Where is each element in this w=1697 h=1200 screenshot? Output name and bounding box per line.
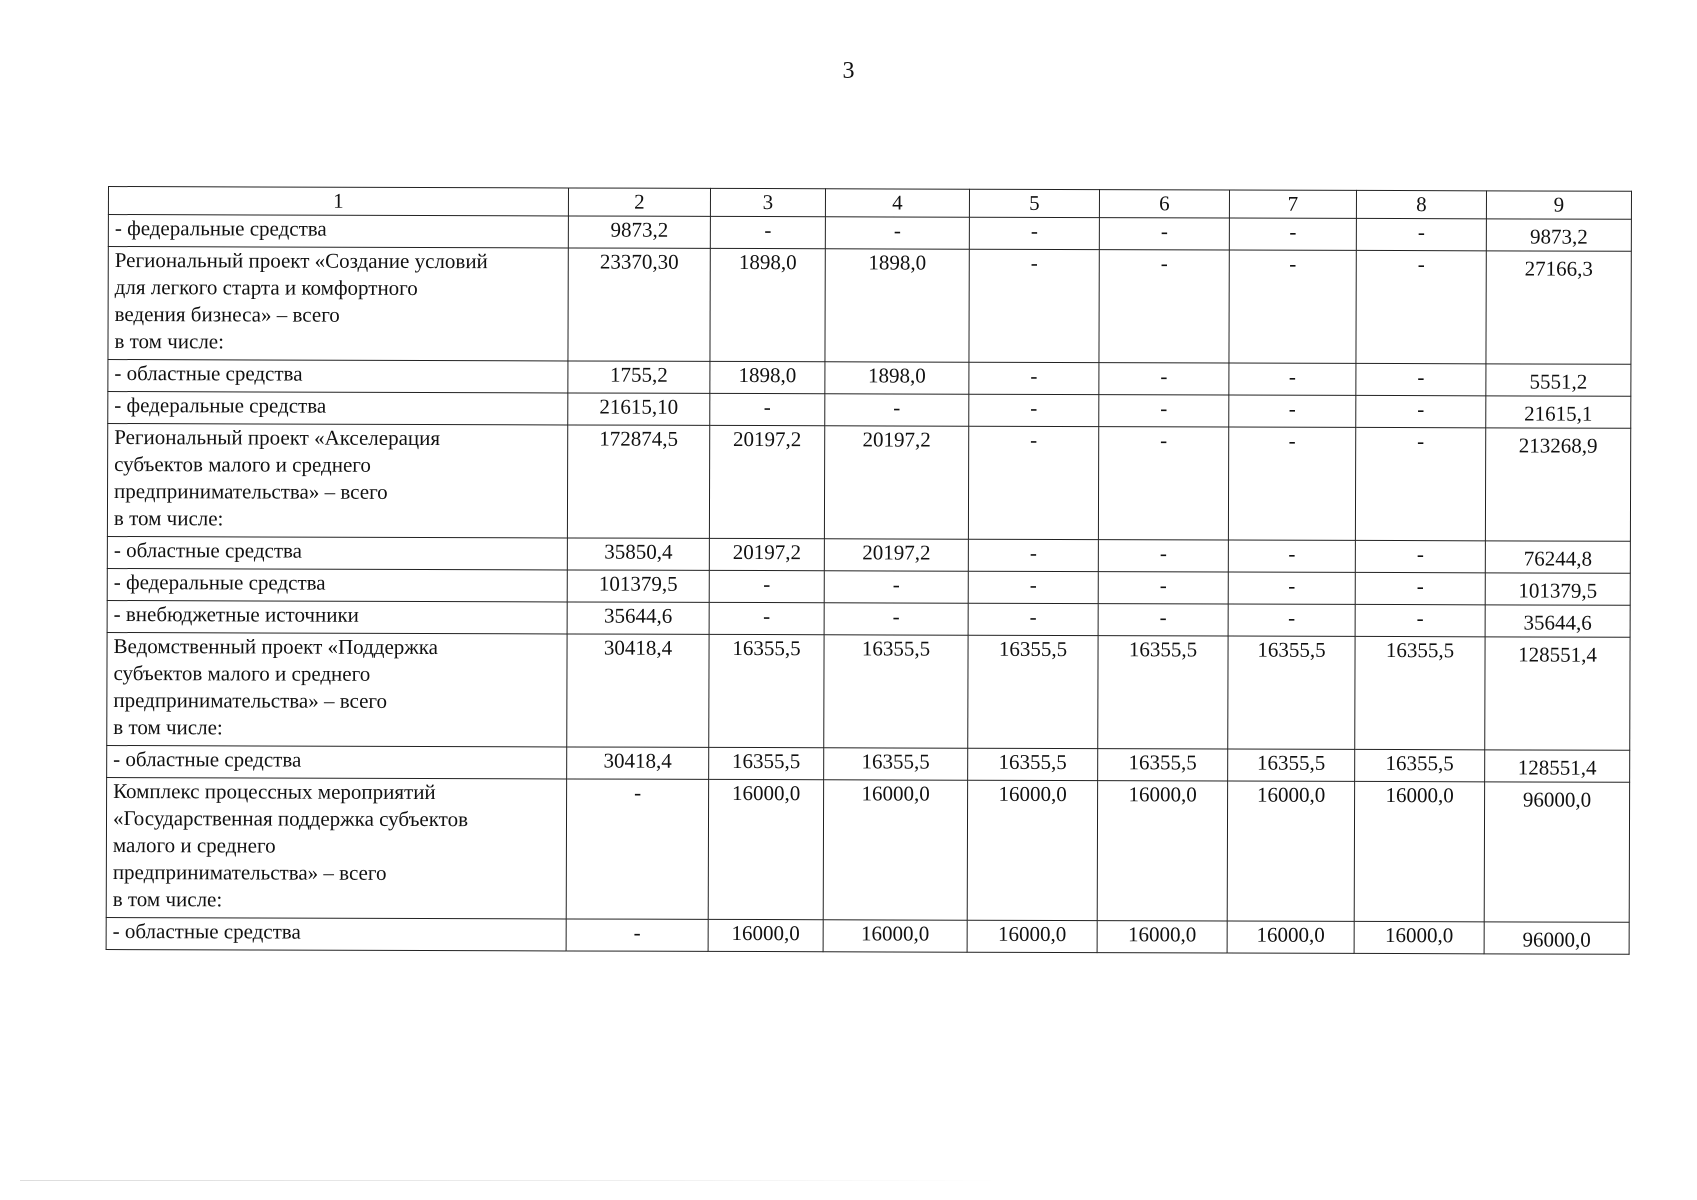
value-cell: - — [825, 217, 969, 249]
value-cell: - — [1228, 572, 1355, 604]
header-cell: 5 — [969, 189, 1099, 217]
value-cell: - — [969, 362, 1099, 394]
value-cell: - — [1098, 572, 1228, 604]
value-cell: 16000,0 — [1354, 921, 1484, 953]
value-cell: 35644,6 — [567, 602, 709, 634]
value-cell: - — [710, 216, 825, 248]
header-cell: 6 — [1099, 190, 1229, 218]
value-cell: - — [1098, 427, 1228, 540]
value-cell: 30418,4 — [567, 634, 709, 747]
value-cell: - — [969, 217, 1099, 249]
value-cell: - — [710, 393, 825, 425]
table-row — [107, 632, 1630, 750]
table-row — [108, 247, 1631, 365]
value-cell: - — [1355, 604, 1485, 636]
value-cell: - — [825, 394, 969, 426]
value-cell: - — [566, 779, 708, 919]
total-cell: 96000,0 — [1484, 922, 1629, 954]
table-row — [106, 777, 1629, 922]
total-cell: 128551,4 — [1485, 750, 1630, 782]
row-label-cell: - федеральные средства — [107, 568, 567, 601]
total-cell: 96000,0 — [1484, 782, 1629, 922]
table-row — [108, 360, 1631, 397]
total-cell: 21615,1 — [1486, 396, 1631, 428]
budget-table — [106, 186, 1632, 955]
header-cell: 9 — [1486, 191, 1631, 219]
total-cell: 9873,2 — [1486, 219, 1631, 251]
value-cell: 1898,0 — [825, 249, 969, 362]
value-cell: - — [709, 570, 824, 602]
value-cell: - — [1229, 250, 1356, 363]
value-cell: - — [1098, 540, 1228, 572]
header-cell: 3 — [710, 188, 825, 216]
value-cell: 16355,5 — [1355, 749, 1485, 781]
value-cell: - — [1356, 218, 1486, 250]
value-cell: - — [1356, 250, 1486, 363]
value-cell: 23370,30 — [568, 248, 710, 361]
value-cell: - — [1355, 540, 1485, 572]
value-cell: - — [1099, 395, 1229, 427]
value-cell: 1755,2 — [568, 361, 710, 393]
value-cell: 16000,0 — [1354, 781, 1484, 921]
table-row — [106, 917, 1629, 954]
value-cell: - — [968, 426, 1098, 539]
value-cell: 16000,0 — [708, 779, 823, 919]
header-cell: 2 — [568, 188, 710, 216]
value-cell: 20197,2 — [709, 425, 824, 538]
header-cell: 7 — [1229, 190, 1356, 218]
value-cell: 172874,5 — [567, 425, 709, 538]
table-row — [108, 215, 1631, 252]
table-row — [107, 424, 1630, 542]
row-label-cell: - областные средства — [108, 360, 568, 393]
value-cell: - — [1228, 604, 1355, 636]
total-cell: 128551,4 — [1485, 637, 1630, 750]
value-cell: 16355,5 — [824, 635, 968, 748]
row-label-cell: - федеральные средства — [108, 215, 568, 248]
value-cell: - — [969, 249, 1099, 362]
value-cell: - — [968, 571, 1098, 603]
value-cell: - — [1099, 218, 1229, 250]
value-cell: 16000,0 — [823, 920, 967, 952]
header-cell: 4 — [825, 189, 969, 217]
value-cell: - — [1098, 604, 1228, 636]
value-cell: 16355,5 — [968, 748, 1098, 780]
table-row — [107, 568, 1630, 605]
total-cell: 76244,8 — [1485, 541, 1630, 573]
table-row — [108, 392, 1631, 429]
value-cell: 16000,0 — [823, 780, 967, 920]
row-label-cell: Региональный проект «Создание условий для легкого старта и комфортного ведения бизнеса» – всего в том числе: — [108, 247, 568, 361]
value-cell: 21615,10 — [568, 393, 710, 425]
value-cell: 16355,5 — [1355, 636, 1485, 749]
page-number: 3 — [842, 58, 855, 84]
value-cell: 16000,0 — [708, 919, 823, 951]
value-cell: 16355,5 — [1228, 636, 1355, 749]
value-cell: 16000,0 — [1097, 921, 1227, 953]
value-cell: - — [1228, 540, 1355, 572]
scan-artifact-line — [20, 1180, 1000, 1181]
total-cell: 5551,2 — [1486, 364, 1631, 396]
table-body — [106, 187, 1631, 955]
value-cell: 16000,0 — [1227, 921, 1354, 953]
table-header-row — [108, 187, 1631, 220]
value-cell: 35850,4 — [567, 538, 709, 570]
value-cell: 101379,5 — [567, 570, 709, 602]
value-cell: - — [1229, 395, 1356, 427]
row-label-cell: - федеральные средства — [108, 392, 568, 425]
value-cell: 16355,5 — [1228, 749, 1355, 781]
total-cell: 35644,6 — [1485, 605, 1630, 637]
value-cell: 20197,2 — [709, 538, 824, 570]
value-cell: 16355,5 — [709, 747, 824, 779]
value-cell: 1898,0 — [825, 362, 969, 394]
value-cell: 1898,0 — [710, 361, 825, 393]
row-label-cell: - областные средства — [107, 745, 567, 778]
value-cell: - — [1356, 395, 1486, 427]
value-cell: - — [709, 602, 824, 634]
value-cell: - — [1229, 218, 1356, 250]
value-cell: - — [566, 919, 708, 951]
value-cell: 1898,0 — [710, 248, 825, 361]
value-cell: 30418,4 — [567, 747, 709, 779]
row-label-cell: Ведомственный проект «Поддержка субъектов малого и среднего предпринимательства» – всего в том числе: — [107, 632, 567, 746]
value-cell: 16000,0 — [967, 780, 1097, 920]
value-cell: - — [1355, 427, 1485, 540]
value-cell: 16355,5 — [709, 634, 824, 747]
header-cell: 8 — [1356, 190, 1486, 218]
value-cell: 16000,0 — [1097, 781, 1227, 921]
table-row — [107, 600, 1630, 637]
row-label-cell: - внебюджетные источники — [107, 600, 567, 633]
value-cell: 20197,2 — [824, 539, 968, 571]
value-cell: 16000,0 — [967, 920, 1097, 952]
value-cell: - — [1229, 363, 1356, 395]
total-cell: 27166,3 — [1486, 251, 1631, 364]
value-cell: 16355,5 — [968, 635, 1098, 748]
value-cell: - — [1355, 572, 1485, 604]
value-cell: - — [968, 603, 1098, 635]
value-cell: 16355,5 — [1098, 749, 1228, 781]
value-cell: 9873,2 — [568, 216, 710, 248]
value-cell: - — [968, 539, 1098, 571]
total-cell: 213268,9 — [1485, 428, 1630, 541]
value-cell: - — [1099, 250, 1229, 363]
value-cell: - — [824, 571, 968, 603]
value-cell: 20197,2 — [824, 426, 968, 539]
value-cell: - — [1228, 427, 1355, 540]
header-cell: 1 — [108, 187, 568, 216]
value-cell: 16355,5 — [824, 748, 968, 780]
value-cell: 16000,0 — [1227, 781, 1354, 921]
row-label-cell: - областные средства — [107, 536, 567, 569]
value-cell: 16355,5 — [1098, 636, 1228, 749]
value-cell: - — [1099, 363, 1229, 395]
total-cell: 101379,5 — [1485, 573, 1630, 605]
value-cell: - — [969, 394, 1099, 426]
row-label-cell: Комплекс процессных мероприятий «Государственная поддержка субъектов малого и среднего предпринимательства» – всего в том числе: — [106, 777, 566, 918]
table-row — [107, 745, 1630, 782]
value-cell: - — [824, 603, 968, 635]
row-label-cell: Региональный проект «Акселерация субъектов малого и среднего предпринимательства» – всего в том числе: — [107, 424, 567, 538]
value-cell: - — [1356, 363, 1486, 395]
row-label-cell: - областные средства — [106, 917, 566, 950]
table-row — [107, 536, 1630, 573]
